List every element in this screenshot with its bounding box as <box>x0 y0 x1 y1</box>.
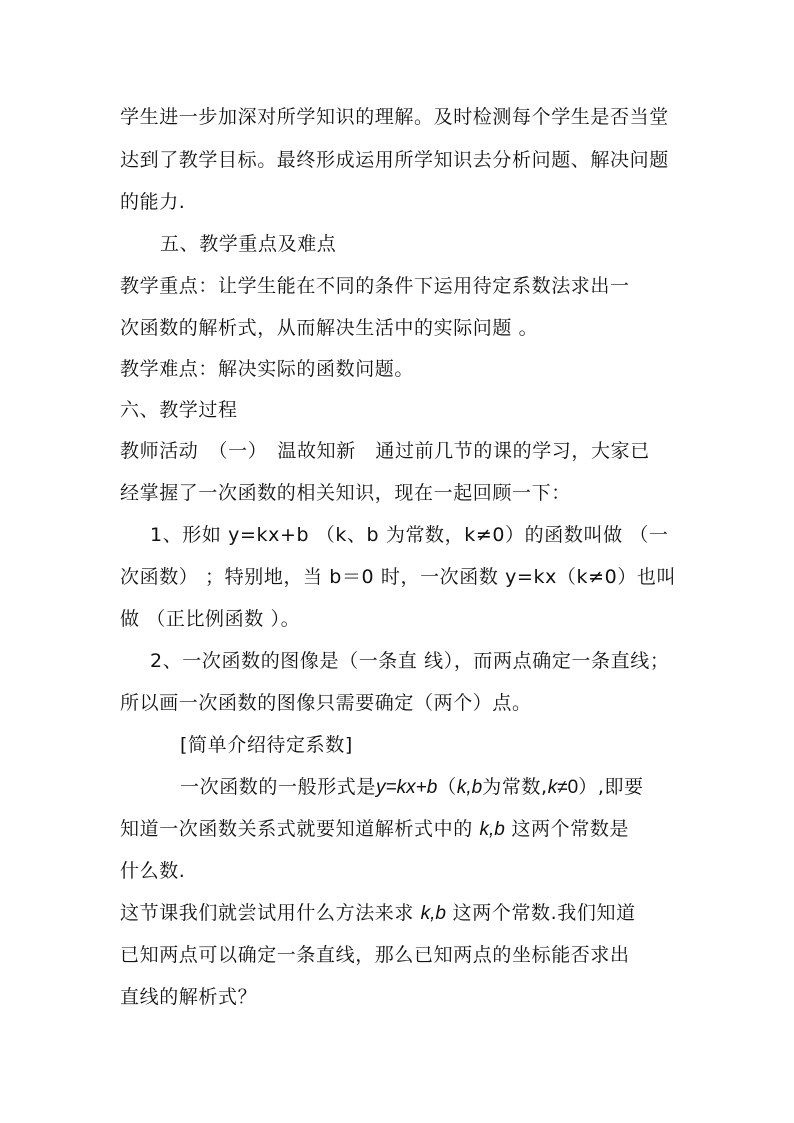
paragraph-line: 教师活动 （一） 温故知新 通过前几节的课的学习，大家已 <box>120 440 650 462</box>
general-form-prefix: 一次函数的一般形式是 <box>180 776 377 798</box>
list-item-line: 2、一次函数的图像是（一条直 线），而两点确定一条直线； <box>150 650 670 672</box>
paragraph-line: 教学难点：解决实际的函数问题。 <box>120 358 415 380</box>
general-form-line <box>180 773 644 802</box>
method-suffix: 这两个常数.我们知道 <box>452 902 636 924</box>
paragraph-line: 经掌握了一次函数的相关知识，现在一起回顾一下： <box>120 482 571 504</box>
variables: k,b <box>479 819 505 840</box>
paren-open: （ <box>437 776 457 798</box>
know-prefix: 知道一次函数关系式就要知道解析式中的 <box>120 818 473 840</box>
list-item-line: 1、形如 y=kx+b （k、b 为常数，k≠0）的函数叫做 （一 <box>150 524 669 546</box>
list-item-line: 做 （正比例函数 ）。 <box>120 608 301 630</box>
paragraph-line: 的能力. <box>120 191 186 213</box>
paragraph-line: 次函数的解析式，从而解决生活中的实际问题 。 <box>120 317 539 339</box>
paragraph-line: 什么数. <box>120 860 186 882</box>
know-line <box>120 815 629 844</box>
section-heading: 六、教学过程 <box>120 399 238 421</box>
list-item-line: 次函数） ；特别地，当 b＝0 时，一次函数 y=kx（k≠0）也叫 <box>120 566 677 588</box>
paragraph-line: 已知两点可以确定一条直线，那么已知两点的坐标能否求出 <box>120 944 630 966</box>
method-line <box>120 899 636 928</box>
paragraph-line: 直线的解析式？ <box>120 986 258 1008</box>
neq-k: k≠ <box>547 777 568 798</box>
neq-zero: 0 <box>567 777 579 798</box>
know-suffix: 这两个常数是 <box>511 818 630 840</box>
paragraph-line: 学生进一步加深对所学知识的理解。及时检测每个学生是否当堂 <box>120 106 669 128</box>
variables: k,b <box>456 777 483 798</box>
paragraph-line: 教学重点：让学生能在不同的条件下运用待定系数法求出一 <box>120 275 630 297</box>
formula: y=kx+b <box>376 777 438 798</box>
list-item-line: 所以画一次函数的图像只需要确定（两个）点。 <box>120 692 532 714</box>
subheading: [简单介绍待定系数] <box>180 734 353 756</box>
section-heading: 五、教学重点及难点 <box>160 233 337 255</box>
constant-text: 为常数, <box>482 776 548 798</box>
method-prefix: 这节课我们就尝试用什么方法来求 <box>120 902 415 924</box>
variables: k,b <box>420 903 447 924</box>
paragraph-line: 达到了教学目标。最终形成运用所学知识去分析问题、解决问题 <box>120 149 669 171</box>
general-form-suffix: ）,即要 <box>578 776 644 798</box>
